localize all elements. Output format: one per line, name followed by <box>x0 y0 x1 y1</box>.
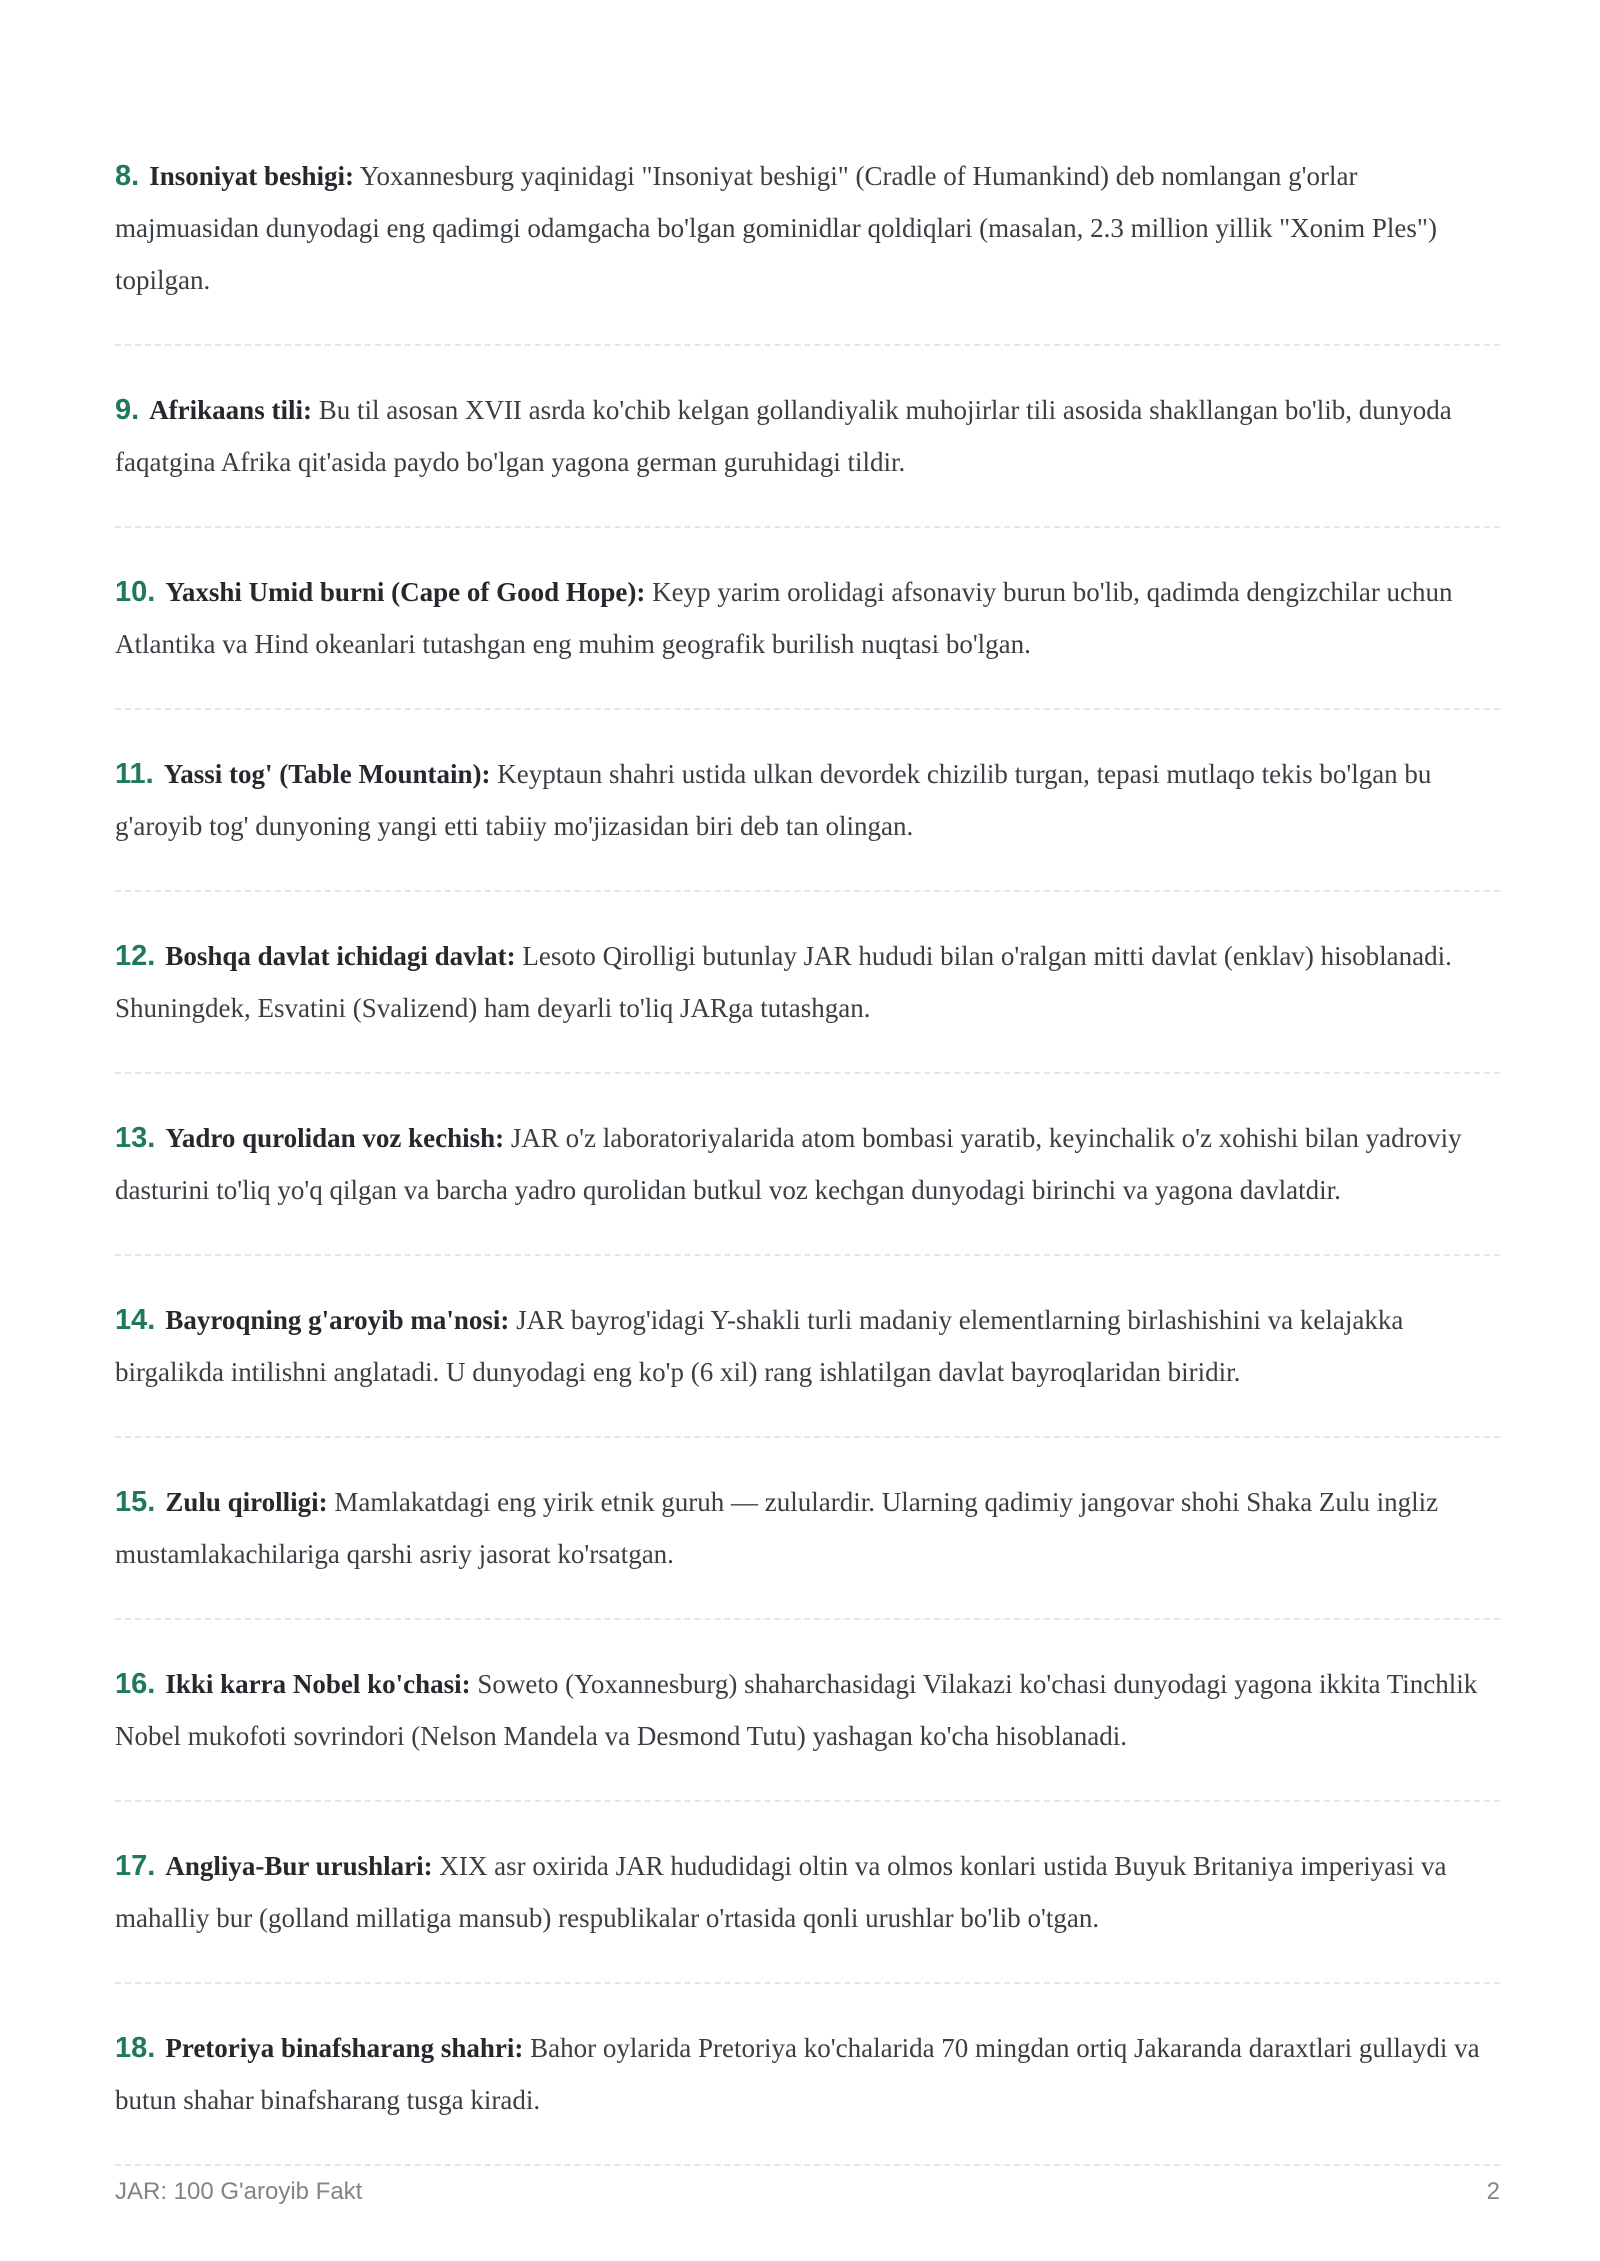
fact-item <box>115 566 1500 710</box>
fact-title: Ikki karra Nobel ko'chasi: <box>165 1669 471 1699</box>
fact-title: Bayroqning g'aroyib ma'nosi: <box>165 1305 510 1335</box>
fact-text: Bu til asosan XVII asrda ko'chib kelgan gollandiyalik muhojirlar tili asosida shakllangan bo'lib, dunyoda faqatgina Afrika qit'asida paydo bo'lgan yagona german guruhidagi tildir. <box>115 395 1452 477</box>
fact-title: Boshqa davlat ichidagi davlat: <box>165 941 516 971</box>
fact-text: Keyp yarim orolidagi afsonaviy burun bo'lib, qadimda dengizchilar uchun Atlantika va Hind okeanlari tutashgan eng muhim geografik burilish nuqtasi bo'lgan. <box>115 577 1453 659</box>
fact-title: Afrikaans tili: <box>149 395 312 425</box>
fact-text: JAR bayrog'idagi Y-shakli turli madaniy elementlarning birlashishini va kelajakka birgalikda intilishni anglatadi. U dunyodagi eng ko'p (6 xil) rang ishlatilgan davlat bayroqlaridan biridir. <box>115 1305 1404 1387</box>
fact-number: 11. <box>115 758 154 790</box>
fact-title: Yadro qurolidan voz kechish: <box>165 1123 505 1153</box>
fact-number: 9. <box>115 394 140 426</box>
fact-number: 12. <box>115 940 156 972</box>
fact-list <box>115 150 1500 2204</box>
fact-text: Lesoto Qirolligi butunlay JAR hududi bilan o'ralgan mitti davlat (enklav) hisoblanadi. Shuningdek, Esvatini (Svalizend) ham deyarli to'liq JARga tutashgan. <box>115 941 1452 1023</box>
fact-title: Yaxshi Umid burni (Cape of Good Hope): <box>165 577 646 607</box>
fact-title: Zulu qirolligi: <box>165 1487 328 1517</box>
fact-paragraph <box>115 384 1500 488</box>
fact-number: 15. <box>115 1486 156 1518</box>
page-number: 2 <box>1486 2178 1500 2205</box>
fact-paragraph <box>115 1112 1500 1216</box>
fact-paragraph <box>115 930 1500 1034</box>
fact-item <box>115 930 1500 1074</box>
fact-text: Bahor oylarida Pretoriya ko'chalarida 70 mingdan ortiq Jakaranda daraxtlari gullaydi va butun shahar binafsharang tusga kiradi. <box>115 2033 1480 2115</box>
fact-paragraph <box>115 150 1500 306</box>
fact-title: Insoniyat beshigi: <box>149 161 354 191</box>
fact-text: Mamlakatdagi eng yirik etnik guruh — zululardir. Ularning qadimiy jangovar shohi Shaka Zulu ingliz mustamlakachilariga qarshi asriy jasorat ko'rsatgan. <box>115 1487 1439 1569</box>
fact-paragraph <box>115 1840 1500 1944</box>
page-footer <box>115 2178 1500 2206</box>
fact-item <box>115 748 1500 892</box>
fact-paragraph <box>115 748 1500 852</box>
fact-text: Soweto (Yoxannesburg) shaharchasidagi Vilakazi ko'chasi dunyodagi yagona ikkita Tinchlik Nobel mukofoti sovrindori (Nelson Mandela va Desmond Tutu) yashagan ko'cha hisoblanadi. <box>115 1669 1478 1751</box>
fact-item <box>115 150 1500 346</box>
fact-text: JAR o'z laboratoriyalarida atom bombasi yaratib, keyinchalik o'z xohishi bilan yadroviy dasturini to'liq yo'q qilgan va barcha yadro qurolidan butkul voz kechgan dunyodagi birinchi va yagona davlatdir. <box>115 1123 1462 1205</box>
footer-title: JAR: 100 G'aroyib Fakt <box>115 2178 363 2205</box>
fact-item <box>115 1294 1500 1438</box>
fact-text: Keyptaun shahri ustida ulkan devordek chizilib turgan, tepasi mutlaqo tekis bo'lgan bu g'aroyib tog' dunyoning yangi etti tabiiy mo'jizasidan biri deb tan olingan. <box>115 759 1432 841</box>
fact-number: 16. <box>115 1668 156 1700</box>
fact-number: 8. <box>115 160 140 192</box>
fact-item <box>115 1476 1500 1620</box>
fact-title: Angliya-Bur urushlari: <box>165 1851 433 1881</box>
fact-item <box>115 2022 1500 2166</box>
fact-item <box>115 1840 1500 1984</box>
fact-number: 17. <box>115 1850 156 1882</box>
fact-text: XIX asr oxirida JAR hududidagi oltin va olmos konlari ustida Buyuk Britaniya imperiyasi va mahalliy bur (golland millatiga mansub) respublikalar o'rtasida qonli urushlar bo'lib o'tgan. <box>115 1851 1447 1933</box>
fact-item <box>115 384 1500 528</box>
fact-paragraph <box>115 1658 1500 1762</box>
fact-paragraph <box>115 566 1500 670</box>
fact-item <box>115 1658 1500 1802</box>
fact-paragraph <box>115 1294 1500 1398</box>
fact-number: 18. <box>115 2032 156 2064</box>
fact-paragraph <box>115 2022 1500 2126</box>
fact-number: 14. <box>115 1304 156 1336</box>
fact-text: Yoxannesburg yaqinidagi "Insoniyat beshigi" (Cradle of Humankind) deb nomlangan g'orlar majmuasidan dunyodagi eng qadimgi odamgacha bo'lgan gominidlar qoldiqlari (masalan, 2.3 million yillik "Xonim Ples") topilgan. <box>115 161 1437 295</box>
fact-number: 13. <box>115 1122 156 1154</box>
fact-title: Yassi tog' (Table Mountain): <box>163 759 491 789</box>
fact-title: Pretoriya binafsharang shahri: <box>165 2033 524 2063</box>
fact-number: 10. <box>115 576 156 608</box>
fact-paragraph <box>115 1476 1500 1580</box>
fact-item <box>115 1112 1500 1256</box>
